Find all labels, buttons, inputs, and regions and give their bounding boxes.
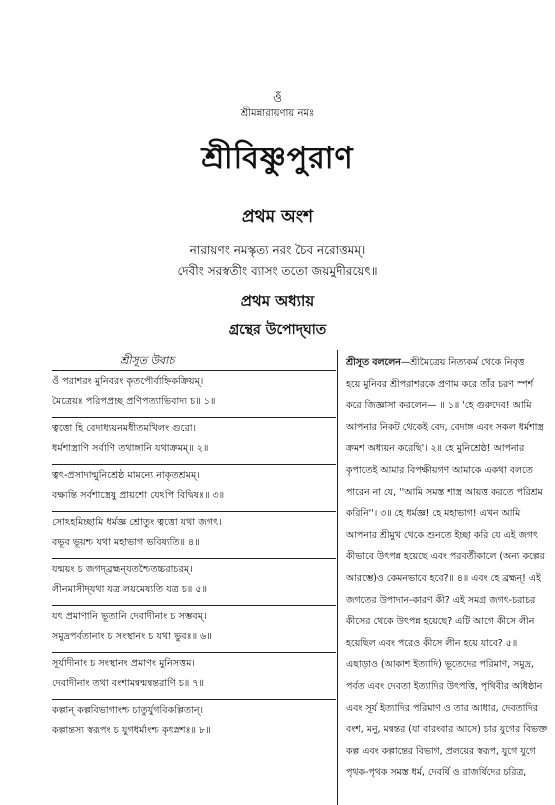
sloka (52, 511, 336, 553)
translation-line: করে জিজ্ঞাসা করলেন— ॥ ১॥ 'হে গুরুদেব! আমি (346, 400, 532, 412)
translation-line: বংশ, মনু, মন্বন্তর (যা বারংবার আসে) চার যুগের বিভক্ত (346, 724, 548, 736)
sloka-line: কল্পান্তস্য স্বরূপং চ যুগধর্মাংশ্চ কৃৎস্নশঃ॥ ৮॥ (52, 725, 211, 736)
translation-line: পৃথক-পৃথক সমস্ত ধর্ম, দেবর্ষি ও রাজর্ষিদের চরিত্র, (346, 767, 527, 779)
sloka (52, 605, 336, 647)
translation-line: এবং সূর্য ইত্যাদির পরিমাণ ও তার আধার, দেবতাদির (346, 702, 539, 714)
translation-line: করিনি''। ৩॥ হে ধর্মজ্ঞ! হে মহাভাগ! এখন আমি (346, 508, 521, 520)
om-symbol: ওঁ (273, 91, 282, 105)
sloka-line: ত্বত্তো হি বেদাধ্যয়নমধীতমখিলং গুরো। (52, 417, 336, 438)
translation-line (346, 352, 525, 374)
sloka-line: সমুদ্রপর্বতানাং চ সংস্থানং চ যথা ভুবঃ॥ ৬॥ (52, 631, 212, 642)
translation-line-text: —শ্রীমৈত্রেয় নিত্যকর্ম থেকে নিবৃত্ত (400, 357, 525, 368)
salutation: শ্রীমন্নারায়ণায় নমঃ (240, 108, 315, 119)
translation-line: হয়েছিল এবং পরেও কীসে লীন হয়ে যাবে? ৫॥ (346, 637, 518, 649)
translation-line: হয়ে মুনিবর শ্রীপরাশরকে প্রণাম করে তাঁর চরণ স্পর্শ (346, 378, 534, 390)
translation-line: এছাড়াও (আকাশ ইত্যাদি) ভূতেদের পরিমাণ, সমুদ্র, (346, 659, 534, 671)
sloka-line: মৈত্রেয়ঃ পরিপপ্রচ্ছ প্রণিপত্যাভিবাদ্য চ॥ ১॥ (52, 396, 216, 407)
sloka-line: সূর্যাদীনাং চ সংস্থানং প্রমাণং মুনিসত্তম। (52, 652, 336, 673)
invocation-line: দেবীং সরস্বতীং ব্যাসং ততো জয়মুদীরয়েৎ॥ (177, 264, 378, 278)
sloka-line: ওঁ পরাশরং মুনিবরং কৃতপৌর্বাহ্নিকক্রিয়ম্‌। (52, 370, 336, 391)
sloka-line: দেবাদীনাং তথা বংশামন্বন্মন্বন্তরাণি চ॥ ৭॥ (52, 678, 205, 689)
translation-line: আরম্ভে)ও কেমনভাবে হবে?॥ ৪॥ এবং হে ব্রহ্মন্‌! এই (346, 572, 541, 584)
sloka (52, 417, 336, 459)
sloka (52, 464, 336, 506)
sloka-line: বক্ষ্যন্তি সর্বশাস্ত্রেষু প্রায়শো যেঽপি বিদ্বিষঃ॥ ৩॥ (52, 490, 225, 501)
sloka-line: যৎ প্রমাণানি ভূতানি দেবাদীনাং চ সম্ভবম্‌। (52, 605, 336, 626)
translation-line: কীসের থেকে উৎপন্ন হয়েছে? এটি আগে কীসে লীন (346, 616, 535, 628)
sanskrit-column (52, 352, 336, 746)
sloka (52, 699, 336, 741)
translation-lead: শ্রীসূত বললেন (346, 357, 401, 368)
sloka-line: ত্বৎ-প্রসাদান্মুনিশ্রেষ্ঠ মামন্যে নাকৃতশ্রমম্‌। (52, 464, 336, 485)
column-divider (337, 350, 338, 805)
translation-line: পর্বত এবং দেবতা ইত্যাদির উৎপত্তি, পৃথিবীর অধিষ্ঠান (346, 680, 543, 692)
translation-line: কৃপাতেই আমার বিপক্ষীয়গণ আমাকে একথা বলতে (346, 464, 533, 476)
sloka-line: যন্ময়ং চ জগদ্‌ব্রহ্মন্‌যতশ্চৈতচ্চরাচরম্‌। (52, 558, 336, 579)
sloka (52, 558, 336, 600)
invocation-line: নারায়ণং নমস্কৃত্য নরং চৈব নরোত্তমম্‌। (189, 243, 366, 257)
part-heading: প্রথম অংশ (241, 207, 314, 227)
translation-line: ক্রমশ অধ্যয়ন করেছি'। ২॥ হে মুনিশ্রেষ্ঠ! আপনার (346, 443, 525, 455)
translation-line: জগতের উপাদান-কারণ কী? এই সমগ্র জগৎ-চরাচর (346, 594, 536, 606)
chapter-heading: প্রথম অধ্যায় (240, 292, 315, 310)
sloka-line: সোঽহমিচ্ছামি ধর্মজ্ঞ শ্রোতুং ত্বত্তো যথা জগৎ। (52, 511, 336, 532)
sloka-line: কল্পান্‌ কল্পবিভাগাংশ্চ চাতুর্যুগবিকল্পিতান্‌। (52, 699, 336, 720)
introduction-heading: গ্রন্থের উপোদ্‌ঘাত (228, 322, 327, 338)
sloka-line: ধর্মশাস্ত্রাণি সর্বাণি তথাঙ্গানি যথাক্রমম্‌॥ ২॥ (52, 443, 209, 454)
page-title: শ্রীবিষ্ণুপুরাণ (201, 141, 354, 176)
sloka (52, 370, 336, 412)
sloka-line: বভূব ভূয়শ্চ যথা মহাভাগ ভবিষ্যতি॥ ৪॥ (52, 537, 200, 548)
translation-line: পারেন না যে, ''আমি সমস্ত শাস্ত্র আয়ত্ত করতে পরিশ্রম (346, 486, 543, 498)
translation-line: কল্প এবং কল্পান্তের বিভাগ, প্রলয়ের স্বরূপ, যুগে যুগে (346, 745, 536, 757)
speaker-label: শ্রীসূত উবাচ (120, 354, 175, 367)
translation-line: কীভাবে উৎপন্ন হয়েছে এবং পরবর্তীকালে (অন্য কল্পের (346, 551, 545, 563)
sloka (52, 652, 336, 694)
translation-column (346, 352, 548, 784)
sloka-line: লীনমাসীদ্‌যথা যত্র লয়মেষ্যতি যত্র চ॥ ৫॥ (52, 584, 208, 595)
translation-line: আপনার নিকট থেকেই বেদ, বেদাঙ্গ এবং সকল ধর্মশাস্ত্র (346, 421, 544, 433)
translation-line: আপনার শ্রীমুখ থেকে শুনতে ইচ্ছা করি যে এই জগৎ (346, 529, 539, 541)
